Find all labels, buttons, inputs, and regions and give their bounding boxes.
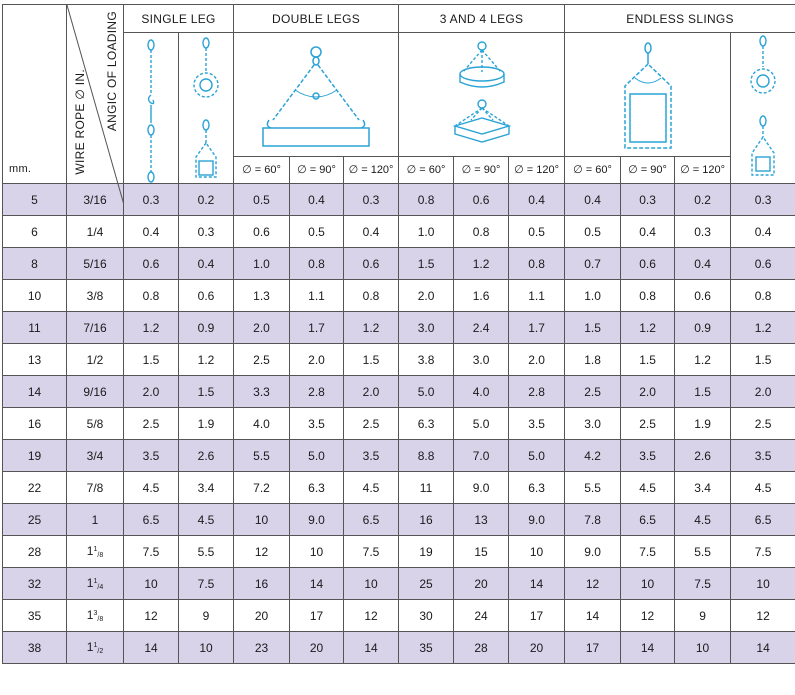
wire-frac-den: 8	[99, 616, 104, 623]
load-value-cell: 3.5	[290, 408, 344, 440]
load-value-cell: 2.6	[675, 440, 731, 472]
load-value-cell: 4.5	[621, 472, 675, 504]
load-value-cell: 1.5	[124, 344, 179, 376]
wire-frac-den: 2	[99, 648, 104, 655]
double-legs-lift-icon	[241, 38, 391, 150]
load-value-cell: 2.0	[509, 344, 565, 376]
table-row	[3, 632, 795, 664]
load-value-cell: 3.5	[621, 440, 675, 472]
load-value-cell: 0.5	[509, 216, 565, 248]
load-value-cell: 1.5	[565, 312, 621, 344]
load-value-cell: 0.4	[179, 248, 234, 280]
single-leg-ring-cell	[179, 33, 234, 184]
wire-rope-label: WIRE ROPE ∅ IN.	[73, 69, 87, 175]
load-value-cell: 0.4	[344, 216, 399, 248]
load-value-cell: 1.9	[179, 408, 234, 440]
load-value-cell: 0.8	[509, 248, 565, 280]
load-value-cell: 0.6	[234, 216, 290, 248]
wire-whole: 1	[86, 608, 94, 622]
mm-cell: 5	[3, 184, 67, 216]
load-value-cell: 5.0	[290, 440, 344, 472]
load-value-cell: 0.6	[344, 248, 399, 280]
angle-header: ∅ = 120°	[344, 156, 399, 183]
wire-angle-header	[67, 5, 124, 184]
load-value-cell: 2.5	[344, 408, 399, 440]
load-value-cell: 28	[454, 632, 509, 664]
load-value-cell: 6.3	[509, 472, 565, 504]
load-value-cell: 0.3	[344, 184, 399, 216]
angle-header: ∅ = 60°	[234, 156, 290, 183]
table-row	[3, 568, 795, 600]
load-value-cell: 2.8	[290, 376, 344, 408]
load-value-cell: 10	[731, 568, 795, 600]
load-value-cell: 9	[179, 600, 234, 632]
wire-frac-num: 1	[93, 546, 98, 553]
wire-frac-num: 1	[93, 578, 98, 585]
load-value-cell: 0.5	[565, 216, 621, 248]
load-value-cell: 0.3	[675, 216, 731, 248]
wire-rope-cell: 1/4	[67, 216, 124, 248]
load-value-cell: 24	[454, 600, 509, 632]
load-value-cell: 12	[234, 536, 290, 568]
mm-cell: 10	[3, 280, 67, 312]
table-body	[3, 184, 795, 664]
load-value-cell: 0.9	[675, 312, 731, 344]
mm-cell: 25	[3, 504, 67, 536]
load-value-cell: 3.8	[399, 344, 454, 376]
load-value-cell: 14	[565, 600, 621, 632]
load-value-cell: 1.0	[399, 216, 454, 248]
load-value-cell: 4.2	[565, 440, 621, 472]
load-value-cell: 0.8	[731, 280, 795, 312]
load-value-cell: 4.0	[454, 376, 509, 408]
load-value-cell: 10	[621, 568, 675, 600]
load-value-cell: 5.5	[179, 536, 234, 568]
table-row	[3, 536, 795, 568]
load-value-cell: 5.0	[399, 376, 454, 408]
load-value-cell: 0.2	[179, 184, 234, 216]
load-value-cell: 1.5	[179, 376, 234, 408]
load-value-cell: 7.0	[454, 440, 509, 472]
load-value-cell: 12	[565, 568, 621, 600]
wire-rope-cell: 3/4	[67, 440, 124, 472]
load-value-cell: 9.0	[290, 504, 344, 536]
angle-header: ∅ = 120°	[509, 156, 565, 183]
table-row	[3, 408, 795, 440]
load-value-cell: 7.5	[179, 568, 234, 600]
load-value-cell: 0.6	[179, 280, 234, 312]
load-value-cell: 14	[290, 568, 344, 600]
wire-frac-den: 4	[99, 584, 104, 591]
mm-label: mm.	[9, 163, 32, 175]
angle-of-loading-label: ANGIC OF LOADING	[105, 11, 119, 132]
load-value-cell: 0.4	[290, 184, 344, 216]
load-value-cell: 0.8	[454, 216, 509, 248]
load-value-cell: 2.5	[234, 344, 290, 376]
load-value-cell: 5.0	[509, 440, 565, 472]
load-value-cell: 0.4	[124, 216, 179, 248]
table-row	[3, 472, 795, 504]
load-value-cell: 1.3	[234, 280, 290, 312]
table-row	[3, 376, 795, 408]
single-leg-ring-sling-icon	[189, 33, 223, 183]
wire-rope-cell: $1^1/4$	[67, 568, 124, 600]
wire-rope-cell: $1^3/8$	[67, 600, 124, 632]
load-value-cell: 0.8	[124, 280, 179, 312]
load-value-cell: 0.4	[621, 216, 675, 248]
wire-rope-cell: 7/8	[67, 472, 124, 504]
load-value-cell: 1.7	[290, 312, 344, 344]
load-value-cell: 0.6	[731, 248, 795, 280]
load-value-cell: 10	[179, 632, 234, 664]
wire-whole: 1	[86, 640, 94, 654]
table-row	[3, 440, 795, 472]
load-value-cell: 17	[290, 600, 344, 632]
load-value-cell: 20	[509, 632, 565, 664]
angle-header: ∅ = 60°	[399, 156, 454, 183]
load-value-cell: 3.0	[399, 312, 454, 344]
load-value-cell: 2.0	[621, 376, 675, 408]
load-value-cell: 2.5	[565, 376, 621, 408]
wire-rope-cell: 3/16	[67, 184, 124, 216]
load-value-cell: 1.2	[731, 312, 795, 344]
load-value-cell: 7.5	[621, 536, 675, 568]
load-value-cell: 30	[399, 600, 454, 632]
load-value-cell: 0.2	[675, 184, 731, 216]
table-row	[3, 600, 795, 632]
load-value-cell: 12	[731, 600, 795, 632]
mm-cell: 32	[3, 568, 67, 600]
load-value-cell: 4.5	[344, 472, 399, 504]
load-value-cell: 7.2	[234, 472, 290, 504]
load-value-cell: 0.6	[454, 184, 509, 216]
table-row	[3, 280, 795, 312]
wire-rope-cell: 9/16	[67, 376, 124, 408]
load-value-cell: 10	[344, 568, 399, 600]
load-value-cell: 20	[234, 600, 290, 632]
load-value-cell: 14	[509, 568, 565, 600]
load-value-cell: 19	[399, 536, 454, 568]
load-value-cell: 9.0	[565, 536, 621, 568]
table-row	[3, 504, 795, 536]
mm-cell: 14	[3, 376, 67, 408]
load-value-cell: 13	[454, 504, 509, 536]
mm-cell: 8	[3, 248, 67, 280]
load-value-cell: 0.3	[731, 184, 795, 216]
load-value-cell: 3.3	[234, 376, 290, 408]
load-value-cell: 14	[621, 632, 675, 664]
load-value-cell: 4.5	[675, 504, 731, 536]
load-value-cell: 4.5	[731, 472, 795, 504]
load-value-cell: 0.9	[179, 312, 234, 344]
table-row	[3, 312, 795, 344]
load-value-cell: 2.0	[290, 344, 344, 376]
wire-rope-cell: 5/16	[67, 248, 124, 280]
load-value-cell: 0.4	[565, 184, 621, 216]
load-value-cell: 2.0	[731, 376, 795, 408]
load-value-cell: 1.1	[509, 280, 565, 312]
load-value-cell: 2.0	[234, 312, 290, 344]
load-value-cell: 1.2	[621, 312, 675, 344]
load-value-cell: 6.5	[731, 504, 795, 536]
load-value-cell: 0.8	[290, 248, 344, 280]
load-value-cell: 2.0	[344, 376, 399, 408]
load-value-cell: 1.5	[675, 376, 731, 408]
load-value-cell: 5.5	[675, 536, 731, 568]
angle-header: ∅ = 120°	[675, 156, 731, 183]
endless-sling-small-icon	[746, 33, 780, 183]
wire-frac-num: 1	[93, 642, 98, 649]
load-value-cell: 7.8	[565, 504, 621, 536]
load-value-cell: 14	[124, 632, 179, 664]
wire-rope-cell: $1^1/8$	[67, 536, 124, 568]
group-double-legs: DOUBLE LEGS	[234, 5, 399, 33]
load-value-cell: 1.5	[344, 344, 399, 376]
load-value-cell: 1.2	[454, 248, 509, 280]
load-value-cell: 0.6	[621, 248, 675, 280]
endless-small-diagram-cell	[731, 33, 795, 184]
mm-cell: 13	[3, 344, 67, 376]
load-value-cell: 16	[234, 568, 290, 600]
group-three-four-legs: 3 AND 4 LEGS	[399, 5, 565, 33]
load-value-cell: 7.5	[124, 536, 179, 568]
load-value-cell: 3.4	[675, 472, 731, 504]
load-value-cell: 0.5	[234, 184, 290, 216]
load-value-cell: 0.6	[124, 248, 179, 280]
load-value-cell: 15	[454, 536, 509, 568]
load-value-cell: 17	[509, 600, 565, 632]
wire-rope-cell: 1	[67, 504, 124, 536]
load-value-cell: 2.5	[124, 408, 179, 440]
load-value-cell: 1.0	[234, 248, 290, 280]
load-value-cell: 12	[344, 600, 399, 632]
load-value-cell: 2.5	[731, 408, 795, 440]
group-single-leg: SINGLE LEG	[124, 5, 234, 33]
table-row	[3, 248, 795, 280]
table-row	[3, 344, 795, 376]
angle-header: ∅ = 90°	[454, 156, 509, 183]
load-value-cell: 0.3	[621, 184, 675, 216]
endless-slings-diagram-cell	[565, 33, 731, 157]
load-value-cell: 6.3	[290, 472, 344, 504]
load-value-cell: 2.0	[124, 376, 179, 408]
load-value-cell: 9.0	[454, 472, 509, 504]
three-four-legs-lift-icon	[407, 38, 557, 150]
mm-header	[3, 5, 67, 184]
load-value-cell: 4.5	[179, 504, 234, 536]
load-value-cell: 0.7	[565, 248, 621, 280]
load-value-cell: 3.5	[509, 408, 565, 440]
mm-cell: 22	[3, 472, 67, 504]
load-value-cell: 2.5	[621, 408, 675, 440]
load-value-cell: 14	[731, 632, 795, 664]
load-value-cell: 11	[399, 472, 454, 504]
angle-header: ∅ = 90°	[290, 156, 344, 183]
load-value-cell: 2.6	[179, 440, 234, 472]
load-value-cell: 7.5	[344, 536, 399, 568]
load-value-cell: 5.0	[454, 408, 509, 440]
load-value-cell: 0.3	[124, 184, 179, 216]
load-value-cell: 17	[565, 632, 621, 664]
load-value-cell: 6.3	[399, 408, 454, 440]
double-legs-diagram-cell	[234, 33, 399, 157]
load-value-cell: 10	[124, 568, 179, 600]
mm-cell: 16	[3, 408, 67, 440]
load-value-cell: 0.8	[621, 280, 675, 312]
load-value-cell: 1.5	[731, 344, 795, 376]
load-value-cell: 7.5	[731, 536, 795, 568]
three-four-legs-diagram-cell	[399, 33, 565, 157]
load-value-cell: 1.9	[675, 408, 731, 440]
load-value-cell: 4.0	[234, 408, 290, 440]
load-value-cell: 16	[399, 504, 454, 536]
wire-rope-cell: 1/2	[67, 344, 124, 376]
load-value-cell: 1.5	[399, 248, 454, 280]
mm-cell: 11	[3, 312, 67, 344]
wire-rope-cell: 5/8	[67, 408, 124, 440]
wire-rope-cell: $1^1/2$	[67, 632, 124, 664]
load-value-cell: 0.6	[675, 280, 731, 312]
load-value-cell: 12	[621, 600, 675, 632]
load-value-cell: 1.2	[124, 312, 179, 344]
load-value-cell: 1.8	[565, 344, 621, 376]
load-value-cell: 5.5	[234, 440, 290, 472]
angle-header: ∅ = 90°	[621, 156, 675, 183]
single-leg-hook-cell	[124, 33, 179, 184]
load-value-cell: 10	[290, 536, 344, 568]
load-value-cell: 1.2	[179, 344, 234, 376]
load-value-cell: 0.5	[290, 216, 344, 248]
load-value-cell: 25	[399, 568, 454, 600]
load-value-cell: 3.4	[179, 472, 234, 504]
mm-cell: 19	[3, 440, 67, 472]
load-value-cell: 3.0	[454, 344, 509, 376]
load-value-cell: 10	[234, 504, 290, 536]
single-leg-hook-sling-icon	[136, 33, 166, 183]
mm-cell: 28	[3, 536, 67, 568]
load-value-cell: 10	[675, 632, 731, 664]
wire-rope-load-table	[2, 4, 795, 664]
load-value-cell: 1.2	[675, 344, 731, 376]
load-value-cell: 1.2	[344, 312, 399, 344]
wire-whole: 1	[86, 544, 94, 558]
load-value-cell: 9	[675, 600, 731, 632]
load-value-cell: 8.8	[399, 440, 454, 472]
load-value-cell: 2.8	[509, 376, 565, 408]
load-value-cell: 3.0	[565, 408, 621, 440]
endless-sling-lift-icon	[573, 38, 723, 150]
load-value-cell: 5.5	[565, 472, 621, 504]
wire-frac-den: 8	[99, 552, 104, 559]
load-value-cell: 6.5	[621, 504, 675, 536]
load-value-cell: 1.1	[290, 280, 344, 312]
wire-rope-cell: 7/16	[67, 312, 124, 344]
load-value-cell: 3.5	[731, 440, 795, 472]
load-value-cell: 23	[234, 632, 290, 664]
load-value-cell: 0.4	[731, 216, 795, 248]
load-value-cell: 3.5	[124, 440, 179, 472]
mm-cell: 35	[3, 600, 67, 632]
load-value-cell: 6.5	[124, 504, 179, 536]
load-value-cell: 2.0	[399, 280, 454, 312]
load-value-cell: 20	[290, 632, 344, 664]
load-value-cell: 9.0	[509, 504, 565, 536]
load-value-cell: 1.7	[509, 312, 565, 344]
load-value-cell: 14	[344, 632, 399, 664]
table-row	[3, 216, 795, 248]
mm-cell: 38	[3, 632, 67, 664]
load-value-cell: 3.5	[344, 440, 399, 472]
load-value-cell: 7.5	[675, 568, 731, 600]
load-value-cell: 0.3	[179, 216, 234, 248]
load-value-cell: 12	[124, 600, 179, 632]
wire-whole: 1	[86, 576, 94, 590]
load-value-cell: 0.8	[344, 280, 399, 312]
load-value-cell: 4.5	[124, 472, 179, 504]
load-value-cell: 1.0	[565, 280, 621, 312]
load-value-cell: 1.5	[621, 344, 675, 376]
load-value-cell: 2.4	[454, 312, 509, 344]
wire-frac-num: 3	[93, 610, 98, 617]
load-value-cell: 0.4	[509, 184, 565, 216]
angle-header: ∅ = 60°	[565, 156, 621, 183]
load-value-cell: 0.4	[675, 248, 731, 280]
load-value-cell: 0.8	[399, 184, 454, 216]
load-value-cell: 10	[509, 536, 565, 568]
load-value-cell: 1.6	[454, 280, 509, 312]
wire-rope-cell: 3/8	[67, 280, 124, 312]
group-endless-slings: ENDLESS SLINGS	[565, 5, 795, 33]
load-value-cell: 20	[454, 568, 509, 600]
load-value-cell: 35	[399, 632, 454, 664]
mm-cell: 6	[3, 216, 67, 248]
load-value-cell: 6.5	[344, 504, 399, 536]
